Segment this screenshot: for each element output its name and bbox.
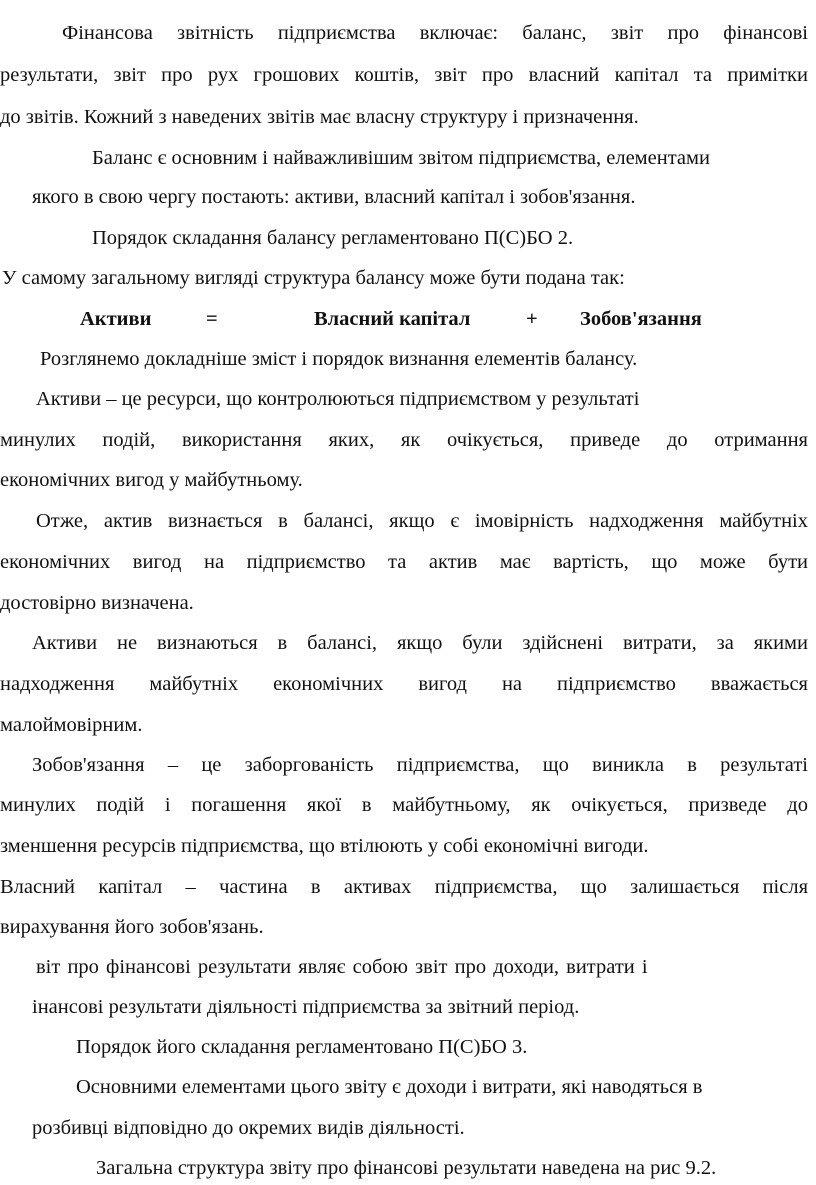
- text-line: достовірно визначена.: [0, 592, 194, 614]
- text-line: малоймовірним.: [0, 714, 143, 736]
- text-line: якого в свою чергу постають: активи, власний капітал і зобов'язання.: [32, 186, 636, 208]
- text-line: зменшення ресурсів підприємства, що втілюють у собі економічні вигоди.: [0, 835, 649, 857]
- text-line: Загальна структура звіту про фінансові результати наведена на рис 9.2.: [96, 1157, 717, 1179]
- text-line: Активи – це ресурси, що контролюються підприємством у результаті: [36, 388, 640, 410]
- text-line: економічних вигод на підприємство та актив має вартість, що може бути: [0, 551, 808, 573]
- text-line: результати, звіт про рух грошових коштів, звіт про власний капітал та примітки: [0, 64, 808, 86]
- text-line: до звітів. Кожний з наведених звітів має власну структуру і призначення.: [0, 106, 639, 128]
- text-line: Власний капітал – частина в активах підприємства, що залишається після: [0, 876, 808, 898]
- formula-liabilities: Зобов'язання: [580, 308, 702, 330]
- text-line: У самому загальному вигляді структура балансу може бути подана так:: [2, 267, 625, 289]
- text-line: Фінансова звітність підприємства включає: баланс, звіт про фінансові: [62, 22, 808, 44]
- text-line: Розглянемо докладніше зміст і порядок визнання елементів балансу.: [40, 348, 638, 370]
- text-line: Основними елементами цього звіту є доходи і витрати, які наводяться в: [76, 1076, 703, 1098]
- formula-equals: =: [206, 308, 218, 330]
- text-line: Активи не визнаються в балансі, якщо були здійснені витрати, за якими: [32, 632, 808, 654]
- text-line: інансові результати діяльності підприємства за звітний період.: [32, 996, 580, 1018]
- text-line: Баланс є основним і найважливішим звітом підприємства, елементами: [92, 147, 710, 169]
- text-line: Зобов'язання – це заборгованість підприємства, що виникла в результаті: [32, 754, 808, 776]
- text-line: минулих подій, використання яких, як очікується, приведе до отримання: [0, 429, 808, 451]
- text-line: вирахування його зобов'язань.: [0, 916, 264, 938]
- text-line: Порядок його складання регламентовано П(С)БО 3.: [76, 1036, 528, 1058]
- text-line: економічних вигод у майбутньому.: [0, 469, 303, 491]
- text-line: розбивці відповідно до окремих видів діяльності.: [32, 1117, 465, 1139]
- formula-assets: Активи: [80, 308, 152, 330]
- formula-equity: Власний капітал: [314, 308, 471, 330]
- text-line: надходження майбутніх економічних вигод на підприємство вважається: [0, 673, 808, 695]
- text-line: віт про фінансові результати являє собою звіт про доходи, витрати і: [36, 956, 648, 978]
- text-line: Порядок складання балансу регламентовано П(С)БО 2.: [92, 227, 574, 249]
- formula-plus: +: [526, 308, 538, 330]
- text-line: Отже, актив визнається в балансі, якщо є імовірність надходження майбутніх: [36, 510, 808, 532]
- text-line: минулих подій і погашення якої в майбутньому, як очікується, призведе до: [0, 794, 808, 816]
